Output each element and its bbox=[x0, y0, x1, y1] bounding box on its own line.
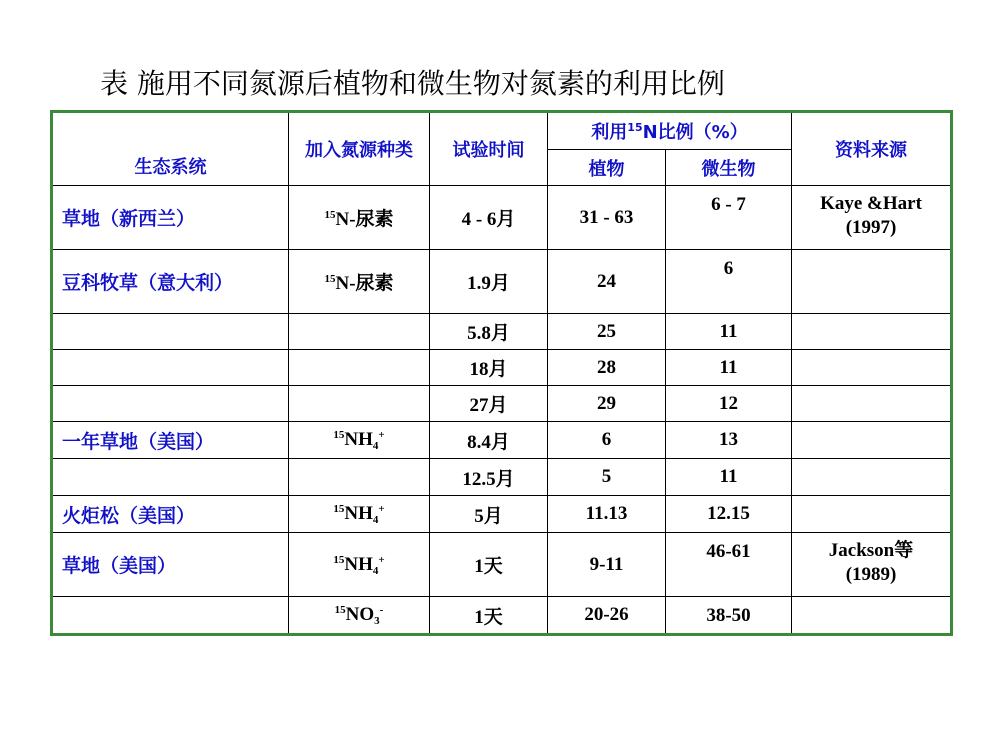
cell-n-charge: + bbox=[378, 429, 385, 441]
header-ratio-prefix: 利用 bbox=[591, 122, 628, 143]
cell-plant: 11.13 bbox=[548, 496, 666, 533]
cell-plant: 25 bbox=[548, 314, 666, 350]
table-row bbox=[52, 459, 952, 496]
cell-n-isotope: 15 bbox=[334, 604, 346, 616]
cell-plant: 6 bbox=[548, 422, 666, 459]
cell-microbe: 11 bbox=[666, 314, 792, 350]
cell-ecosystem: 草地（美国） bbox=[52, 533, 289, 597]
header-ratio-suffix: N比例（%） bbox=[642, 122, 748, 143]
cell-source bbox=[792, 422, 952, 459]
cell-duration: 8.4月 bbox=[430, 422, 548, 459]
cell-microbe: 11 bbox=[666, 350, 792, 386]
cell-source bbox=[792, 314, 952, 350]
table-title: 表 施用不同氮源后植物和微生物对氮素的利用比例 bbox=[100, 67, 725, 100]
cell-n-source bbox=[289, 597, 430, 635]
cell-source bbox=[792, 459, 952, 496]
header-source: 资料来源 bbox=[792, 112, 952, 186]
cell-n-source bbox=[289, 186, 430, 250]
cell-n-source bbox=[289, 386, 430, 422]
cell-microbe: 46-61 bbox=[666, 533, 792, 597]
table-row bbox=[52, 597, 952, 635]
cell-duration: 5.8月 bbox=[430, 314, 548, 350]
cell-n-isotope: 15 bbox=[333, 429, 345, 441]
cell-n-source bbox=[289, 496, 430, 533]
cell-plant: 5 bbox=[548, 459, 666, 496]
table-row bbox=[52, 186, 952, 250]
cell-n-source bbox=[289, 533, 430, 597]
table-row bbox=[52, 314, 952, 350]
cell-duration: 18月 bbox=[430, 350, 548, 386]
cell-microbe: 38-50 bbox=[666, 597, 792, 635]
cell-ecosystem bbox=[52, 597, 289, 635]
cell-duration: 4 - 6月 bbox=[430, 186, 548, 250]
cell-duration: 1天 bbox=[430, 597, 548, 635]
header-ratio bbox=[548, 112, 792, 150]
cell-n-source bbox=[289, 459, 430, 496]
cell-ecosystem bbox=[52, 314, 289, 350]
cell-n-subscript: 4 bbox=[372, 514, 379, 526]
cell-source bbox=[792, 250, 952, 314]
cell-source-author: Jackson等 bbox=[828, 540, 914, 561]
cell-duration: 5月 bbox=[430, 496, 548, 533]
cell-ecosystem bbox=[52, 386, 289, 422]
table-row bbox=[52, 250, 952, 314]
header-microbe: 微生物 bbox=[666, 150, 792, 186]
cell-n-isotope: 15 bbox=[324, 273, 336, 285]
cell-n-formula: N-尿素 bbox=[335, 273, 394, 294]
cell-plant: 29 bbox=[548, 386, 666, 422]
cell-plant: 20-26 bbox=[548, 597, 666, 635]
cell-plant: 24 bbox=[548, 250, 666, 314]
cell-source bbox=[792, 386, 952, 422]
cell-plant: 31 - 63 bbox=[548, 186, 666, 250]
header-row-1 bbox=[52, 112, 952, 150]
cell-n-source bbox=[289, 422, 430, 459]
table-row bbox=[52, 350, 952, 386]
cell-n-charge: + bbox=[378, 553, 385, 566]
cell-n-isotope: 15 bbox=[333, 553, 345, 566]
cell-duration: 27月 bbox=[430, 386, 548, 422]
cell-n-formula: NH bbox=[344, 553, 373, 575]
header-plant: 植物 bbox=[548, 150, 666, 186]
cell-n-formula: NH bbox=[344, 503, 373, 524]
cell-n-formula: NH bbox=[344, 429, 373, 450]
cell-n-isotope: 15 bbox=[333, 503, 345, 515]
cell-source-year: (1997) bbox=[845, 217, 897, 238]
cell-duration: 1.9月 bbox=[430, 250, 548, 314]
table-body bbox=[52, 186, 952, 635]
cell-microbe: 13 bbox=[666, 422, 792, 459]
table-row bbox=[52, 533, 952, 597]
cell-source-year: (1989) bbox=[845, 564, 897, 585]
cell-ecosystem: 一年草地（美国） bbox=[52, 422, 289, 459]
cell-n-source bbox=[289, 250, 430, 314]
cell-plant: 28 bbox=[548, 350, 666, 386]
cell-n-subscript: 4 bbox=[372, 564, 379, 577]
cell-n-charge: + bbox=[378, 503, 385, 515]
cell-microbe: 12 bbox=[666, 386, 792, 422]
table-row bbox=[52, 422, 952, 459]
cell-n-formula: N-尿素 bbox=[335, 209, 394, 230]
cell-n-source bbox=[289, 350, 430, 386]
cell-n-formula: NO bbox=[345, 604, 375, 625]
cell-source bbox=[792, 186, 952, 250]
header-ratio-isotope: 15 bbox=[627, 121, 643, 134]
cell-source bbox=[792, 597, 952, 635]
cell-source-author: Kaye &Hart bbox=[820, 193, 922, 214]
cell-plant: 9-11 bbox=[548, 533, 666, 597]
cell-microbe: 6 bbox=[666, 250, 792, 314]
cell-microbe: 12.15 bbox=[666, 496, 792, 533]
cell-source bbox=[792, 350, 952, 386]
nitrogen-utilization-table bbox=[50, 110, 953, 636]
cell-n-charge: - bbox=[379, 604, 384, 616]
cell-ecosystem: 豆科牧草（意大利） bbox=[52, 250, 289, 314]
table-row bbox=[52, 496, 952, 533]
header-duration: 试验时间 bbox=[430, 112, 548, 186]
cell-duration: 1天 bbox=[430, 533, 548, 597]
header-n-source: 加入氮源种类 bbox=[289, 112, 430, 186]
cell-ecosystem bbox=[52, 459, 289, 496]
cell-microbe: 11 bbox=[666, 459, 792, 496]
cell-duration: 12.5月 bbox=[430, 459, 548, 496]
cell-n-isotope: 15 bbox=[324, 209, 336, 221]
table-row bbox=[52, 386, 952, 422]
header-ecosystem: 生态系统 bbox=[52, 112, 289, 186]
cell-n-source bbox=[289, 314, 430, 350]
cell-n-subscript: 4 bbox=[372, 440, 379, 452]
cell-microbe: 6 - 7 bbox=[666, 186, 792, 250]
cell-ecosystem: 草地（新西兰） bbox=[52, 186, 289, 250]
cell-ecosystem: 火炬松（美国） bbox=[52, 496, 289, 533]
cell-source bbox=[792, 496, 952, 533]
cell-n-subscript: 3 bbox=[374, 615, 380, 627]
cell-source bbox=[792, 533, 952, 597]
cell-ecosystem bbox=[52, 350, 289, 386]
